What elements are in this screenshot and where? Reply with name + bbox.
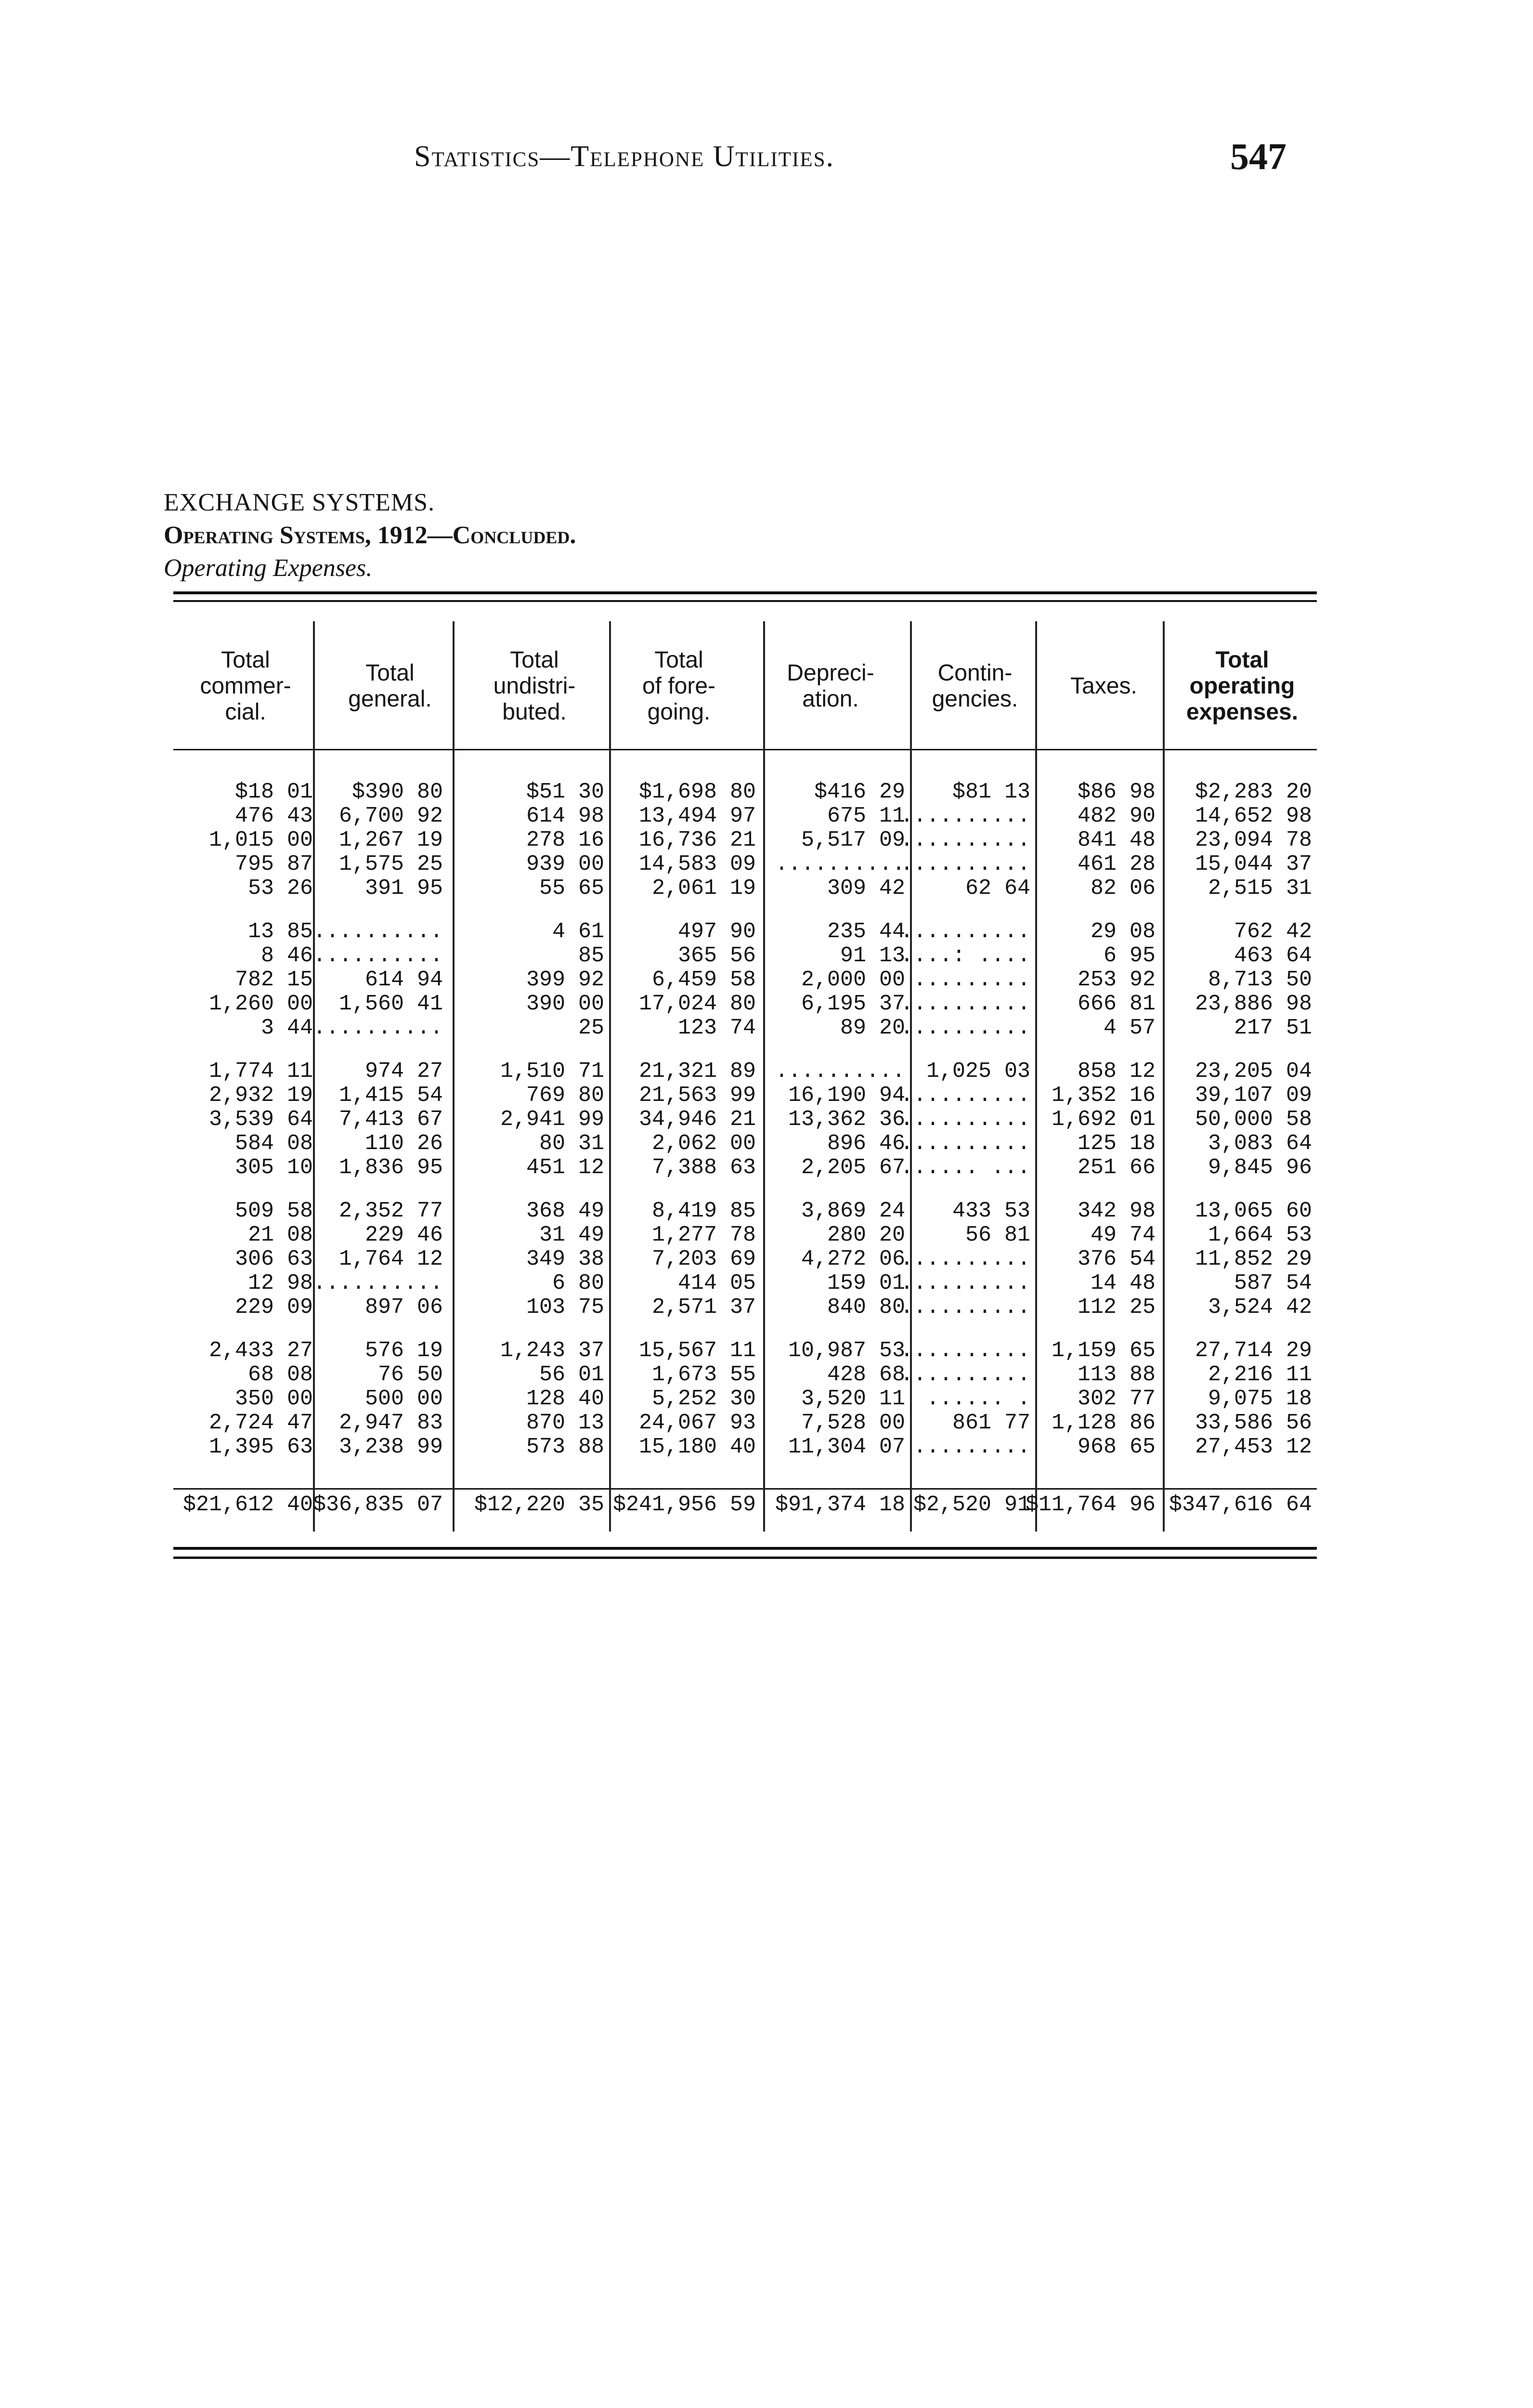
table-cell: 870 13 [526,1411,604,1435]
table-cell: 305 10 [234,1155,313,1180]
table-cell: $390 80 [351,780,443,804]
table-cell: ....: .... [900,943,1030,968]
table-cell: 451 12 [526,1155,604,1180]
table-cell: 3 44 [260,1016,313,1040]
table-cell: 8,419 85 [651,1199,756,1223]
table-cell: 2,000 00 [801,968,905,992]
table-cell: 1,692 01 [1051,1107,1156,1132]
table-cell: 13 85 [247,919,313,944]
table-cell: 1,267 19 [338,828,443,852]
total-cell: $36,835 07 [312,1492,443,1517]
table-cell: 24,067 93 [638,1411,756,1435]
table-cell: 428 68 [827,1362,905,1387]
table-cell: 15,044 37 [1195,852,1312,877]
table-cell: ......... [913,968,1030,992]
table-cell: 1,673 55 [651,1362,756,1387]
running-head-initial: S [414,140,432,173]
table-cell: 302 77 [1077,1387,1156,1411]
table-cell: 2,205 67 [801,1155,905,1180]
table-cell: 6,459 58 [651,968,756,992]
table-cell: 1,415 54 [338,1083,443,1108]
totals-rule [173,1488,1317,1490]
total-cell: $347,616 64 [1169,1492,1312,1517]
table-cell: 85 [578,943,604,968]
table-cell: 4 61 [552,919,604,944]
table-cell: .......... [900,1362,1030,1387]
table-cell: 666 81 [1077,992,1156,1016]
table-cell: 2,571 37 [651,1295,756,1320]
table-cell: 1,243 37 [500,1338,604,1363]
table-cell: 2,724 47 [208,1411,313,1435]
column-header-label: Depreci- ation. [787,660,874,712]
table-cell: 53 26 [247,876,313,901]
table-cell: 897 06 [364,1295,443,1320]
table-cell: 80 31 [539,1131,604,1156]
table-cell: .......... [312,1271,443,1296]
table-cell: .......... [312,943,443,968]
table-cell: .......... [900,1083,1030,1108]
table-cell: 349 38 [526,1247,604,1271]
table-cell: 31 49 [539,1223,604,1247]
table-cell: 113 88 [1077,1362,1156,1387]
table-cell: 497 90 [677,919,756,944]
table-cell: ...... . [926,1387,1030,1411]
table-cell: 3,524 42 [1208,1295,1312,1320]
table-cell: 34,946 21 [638,1107,756,1132]
table-cell: 8 46 [260,943,313,968]
section-heading [164,486,576,585]
table-cell: 509 58 [234,1199,313,1223]
table-cell: 414 05 [677,1271,756,1296]
table-cell: 7,203 69 [651,1247,756,1271]
table-cell: .......... [312,919,443,944]
table-cell: ......... [913,1435,1030,1459]
column-header-label: Total undistri- buted. [493,647,576,725]
column-header-label: Total commer- cial. [200,647,291,725]
column-divider [1035,621,1037,1531]
table-cell: 368 49 [526,1199,604,1223]
table-cell: 112 25 [1077,1295,1156,1320]
column-divider [910,621,912,1531]
table-cell: 253 92 [1077,968,1156,992]
table-cell: 229 46 [364,1223,443,1247]
table-cell: 235 44 [827,919,905,944]
table-cell: 482 90 [1077,804,1156,828]
table-cell: 1,159 65 [1051,1338,1156,1363]
table-cell: 278 16 [526,828,604,852]
table-cell: $2,283 20 [1195,780,1312,804]
table-cell: 1,128 86 [1051,1411,1156,1435]
table-cell: 476 43 [234,804,313,828]
table-cell: 12 98 [247,1271,313,1296]
table-cell: 1,774 11 [208,1059,313,1084]
table-cell: 858 12 [1077,1059,1156,1084]
table-cell: $1,698 80 [638,780,756,804]
table-cell: 2,216 11 [1208,1362,1312,1387]
table-cell: 23,094 78 [1195,828,1312,852]
table-cell: .......... [900,1271,1030,1296]
table-cell: 5,517 09 [801,828,905,852]
column-divider [313,621,315,1531]
table-cell: 2,061 19 [651,876,756,901]
table-cell: $81 13 [952,780,1030,804]
table-cell: 762 42 [1234,919,1312,944]
section-subtitle: Operating Systems, 1912—Concluded. [164,522,576,549]
operating-expenses-table [173,621,1317,1517]
table-cell: 123 74 [677,1016,756,1040]
table-cell: 6 95 [1103,943,1156,968]
table-cell: 27,714 29 [1195,1338,1312,1363]
table-cell: 2,515 31 [1208,876,1312,901]
table-cell: 1,025 03 [926,1059,1030,1084]
table-cell: 3,083 64 [1208,1131,1312,1156]
table-cell: 33,586 56 [1195,1411,1312,1435]
table-cell: 309 42 [827,876,905,901]
table-cell: 1,277 78 [651,1223,756,1247]
table-cell: 365 56 [677,943,756,968]
table-cell: 376 54 [1077,1247,1156,1271]
table-cell: 840 80 [827,1295,905,1320]
table-cell: .......... [900,992,1030,1016]
table-cell: .......... [900,852,1030,877]
table-cell: 251 66 [1077,1155,1156,1180]
table-cell: 1,664 53 [1208,1223,1312,1247]
table-cell: 6 80 [552,1271,604,1296]
table-cell: 76 50 [377,1362,443,1387]
table-cell: 3,238 99 [338,1435,443,1459]
table-cell: 229 09 [234,1295,313,1320]
table-cell: 4 57 [1103,1016,1156,1040]
column-header-2 [318,621,462,751]
table-cell: 2,932 19 [208,1083,313,1108]
table-cell: 1,510 71 [500,1059,604,1084]
column-divider [453,621,455,1531]
table-cell: 25 [578,1016,604,1040]
table-cell: 2,062 00 [651,1131,756,1156]
table-header [173,621,1317,751]
table-cell: 342 98 [1077,1199,1156,1223]
table-cell: 1,260 00 [208,992,313,1016]
table-cell: 861 77 [952,1411,1030,1435]
table-cell: 27,453 12 [1195,1435,1312,1459]
column-divider [763,621,765,1531]
table-cell: 56 01 [539,1362,604,1387]
table-cell: 21,563 99 [638,1083,756,1108]
table-cell: 9,075 18 [1208,1387,1312,1411]
table-cell: 1,764 12 [338,1247,443,1271]
table-cell: 49 74 [1090,1223,1156,1247]
table-cell: 6,700 92 [338,804,443,828]
bottom-rule-1 [173,1547,1317,1550]
table-cell: 584 08 [234,1131,313,1156]
table-cell: 3,869 24 [801,1199,905,1223]
table-cell: .......... [900,828,1030,852]
table-cell: $51 30 [526,780,604,804]
table-cell: $18 01 [234,780,313,804]
table-cell: 21 08 [247,1223,313,1247]
table-cell: 2,947 83 [338,1411,443,1435]
table-cell: 159 01 [827,1271,905,1296]
table-cell: 350 00 [234,1387,313,1411]
table-cell: 13,494 97 [638,804,756,828]
table-cell: 7,388 63 [651,1155,756,1180]
table-cell: 3,520 11 [801,1387,905,1411]
table-cell: .......... [900,804,1030,828]
table-cell: 573 88 [526,1435,604,1459]
table-cell: 13,065 60 [1195,1199,1312,1223]
column-divider [1163,621,1165,1531]
table-cell: 7,413 67 [338,1107,443,1132]
running-head [414,140,834,174]
table-cell: .......... [775,1059,905,1084]
table-cell: 6,195 37 [801,992,905,1016]
table-cell: .......... [312,1016,443,1040]
table-cell: .......... [900,1107,1030,1132]
table-cell: 7,528 00 [801,1411,905,1435]
table-cell: 15,180 40 [638,1435,756,1459]
page-number: 547 [1230,135,1286,177]
table-cell: .......... [900,1247,1030,1271]
table-cell: .......... [900,1295,1030,1320]
table-cell: 14,583 09 [638,852,756,877]
table-cell: 399 92 [526,968,604,992]
table-cell: .......... [775,852,905,877]
column-header-7 [1040,621,1168,751]
table-cell: 614 98 [526,804,604,828]
table-cell: 500 00 [364,1387,443,1411]
table-cell: 16,736 21 [638,828,756,852]
table-cell: $86 98 [1077,780,1156,804]
table-cell: 68 08 [247,1362,313,1387]
column-header-8 [1168,621,1317,751]
table-cell: 217 51 [1234,1016,1312,1040]
table-cell: 91 13 [840,943,905,968]
table-cell: 82 06 [1090,876,1156,901]
table-cell: 974 27 [364,1059,443,1084]
total-cell: $91,374 18 [775,1492,905,1517]
column-header-3 [462,621,607,751]
total-cell: $12,220 35 [474,1492,604,1517]
table-cell: 968 65 [1077,1435,1156,1459]
table-cell: 11,304 07 [788,1435,905,1459]
table-cell: 1,836 95 [338,1155,443,1180]
table-cell: 782 15 [234,968,313,992]
table-cell: .......... [900,1131,1030,1156]
table-cell: 9,845 96 [1208,1155,1312,1180]
column-header-4 [607,621,751,751]
table-cell: 614 94 [364,968,443,992]
top-rule-2 [173,600,1317,602]
table-cell: 795 87 [234,852,313,877]
table-cell: 939 00 [526,852,604,877]
table-cell: 13,362 36 [788,1107,905,1132]
table-cell: $416 29 [814,780,905,804]
table-cell: 1,575 25 [338,852,443,877]
column-header-label: Total operating expenses. [1186,647,1299,725]
table-cell: 15,567 11 [638,1338,756,1363]
table-cell: 769 80 [526,1083,604,1108]
column-header-label: Taxes. [1070,673,1137,699]
table-cell: 55 65 [539,876,604,901]
table-cell: 62 64 [965,876,1030,901]
column-header-label: Total general. [348,660,432,712]
table-cell: 110 26 [364,1131,443,1156]
table-cell: 391 95 [364,876,443,901]
table-cell: 4,272 06 [801,1247,905,1271]
table-cell: 29 08 [1090,919,1156,944]
running-head-text: tatistics—Telephone Utilities. [431,140,834,173]
table-cell: 50,000 58 [1195,1107,1312,1132]
table-cell: 11,852 29 [1195,1247,1312,1271]
table-cell: 39,107 09 [1195,1083,1312,1108]
table-cell: 14,652 98 [1195,804,1312,828]
table-cell: 461 28 [1077,852,1156,877]
column-divider [609,621,611,1531]
table-cell: 3,539 64 [208,1107,313,1132]
table-cell: 10,987 53 [788,1338,905,1363]
table-cell: 2,941 99 [500,1107,604,1132]
table-cell: 1,395 63 [208,1435,313,1459]
table-cell: 16,190 94 [788,1083,905,1108]
table-cell: 14 48 [1090,1271,1156,1296]
table-cell: 390 00 [526,992,604,1016]
table-cell: 1,015 00 [208,828,313,852]
table-cell: 8,713 50 [1208,968,1312,992]
table-cell: 17,024 80 [638,992,756,1016]
table-cell: 896 46 [827,1131,905,1156]
section-title: EXCHANGE SYSTEMS. [164,489,435,516]
table-cell: 1,352 16 [1051,1083,1156,1108]
table-cell: 587 54 [1234,1271,1312,1296]
column-header-5 [751,621,910,751]
table-cell: 125 18 [1077,1131,1156,1156]
table-cell: 463 64 [1234,943,1312,968]
total-cell: $11,764 96 [1025,1492,1156,1517]
table-cell: .......... [900,1338,1030,1363]
table-cell: 5,252 30 [651,1387,756,1411]
table-cell: 841 48 [1077,828,1156,852]
table-cell: 280 20 [827,1223,905,1247]
table-cell: 1,560 41 [338,992,443,1016]
table-cell: 433 53 [952,1199,1030,1223]
table-cell: 128 40 [526,1387,604,1411]
bottom-rule-2 [173,1557,1317,1559]
table-cell: 675 11 [827,804,905,828]
column-header-label: Contin- gencies. [932,660,1018,712]
column-header-1 [173,621,318,751]
table-cell: 103 75 [526,1295,604,1320]
table-cell: 2,433 27 [208,1338,313,1363]
total-cell: $2,520 91 [913,1492,1030,1517]
table-cell: 56 81 [965,1223,1030,1247]
table-cell: 89 20 [840,1016,905,1040]
table-cell: 576 19 [364,1338,443,1363]
table-cell: 2,352 77 [338,1199,443,1223]
table-cell: 23,886 98 [1195,992,1312,1016]
table-cell: 23,205 04 [1195,1059,1312,1084]
table-cell: .......... [900,919,1030,944]
section-caption: Operating Expenses. [164,554,373,582]
column-header-6 [910,621,1040,751]
total-cell: $241,956 59 [612,1492,756,1517]
table-cell: 306 63 [234,1247,313,1271]
top-rule-1 [173,591,1317,594]
table-cell: .......... [900,1016,1030,1040]
table-cell: ...... ... [900,1155,1030,1180]
table-cell: 21,321 89 [638,1059,756,1084]
column-header-label: Total of fore- going. [642,647,716,725]
total-cell: $21,612 40 [182,1492,313,1517]
